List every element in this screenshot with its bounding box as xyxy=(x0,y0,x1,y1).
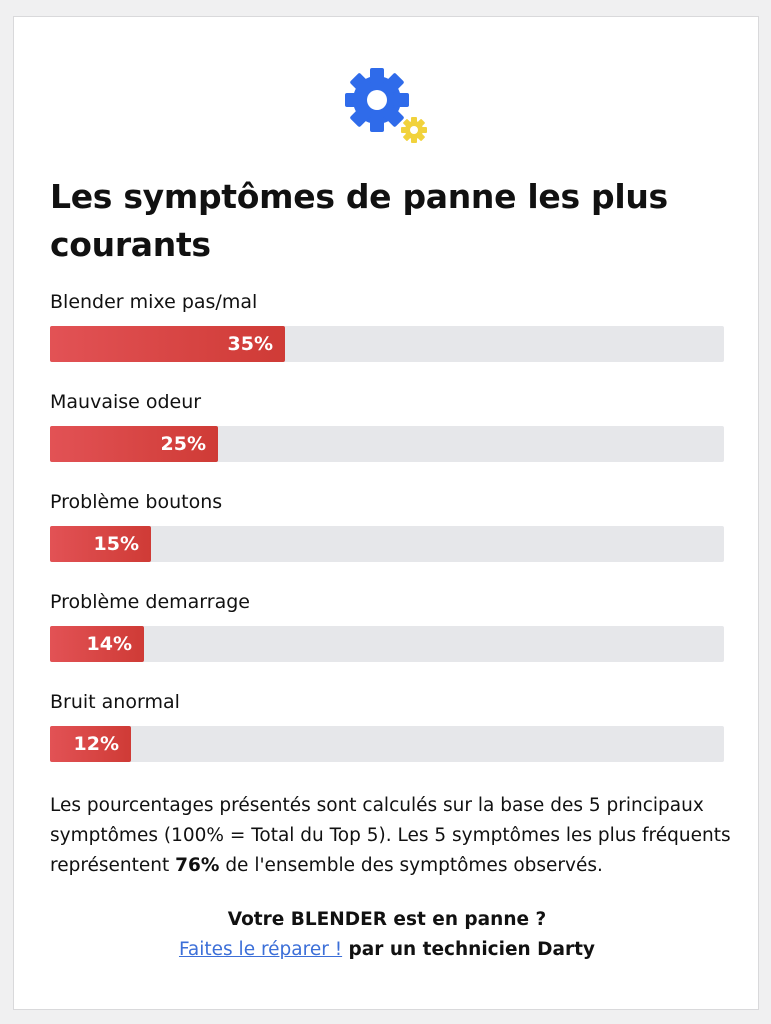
percent-value: 14% xyxy=(86,633,132,655)
progress-track xyxy=(50,426,724,462)
symptom-label: Problème demarrage xyxy=(50,591,250,613)
page-title: Les symptômes de panne les plus courants xyxy=(50,177,668,264)
progress-fill xyxy=(50,726,131,762)
symptoms-card xyxy=(13,16,759,1010)
cta-rest: par un technicien Darty xyxy=(342,939,595,960)
symptom-row xyxy=(50,589,724,655)
note-text-end: de l'ensemble des symptômes observés. xyxy=(219,855,603,876)
progress-track xyxy=(50,526,724,562)
progress-fill xyxy=(50,326,285,362)
percent-value: 35% xyxy=(227,333,273,355)
percent-value: 25% xyxy=(160,433,206,455)
symptom-label: Mauvaise odeur xyxy=(50,391,202,413)
cta-line xyxy=(14,935,760,965)
gears-icon xyxy=(344,67,434,147)
progress-fill xyxy=(50,526,151,562)
percent-value: 12% xyxy=(73,733,119,755)
progress-track xyxy=(50,326,724,362)
progress-track xyxy=(50,726,724,762)
progress-fill xyxy=(50,426,218,462)
symptom-label: Bruit anormal xyxy=(50,691,180,713)
note-text: Les pourcentages présentés sont calculés sur la base des 5 principaux symptômes (100% = Total du Top 5). Les 5 symptômes les plus fréquents représentent xyxy=(50,795,731,876)
repair-link[interactable]: Faites le réparer ! xyxy=(178,939,343,960)
progress-fill xyxy=(50,626,144,662)
symptom-row xyxy=(50,489,724,555)
symptom-row xyxy=(50,289,724,355)
progress-track xyxy=(50,626,724,662)
note-highlight: 76% xyxy=(175,855,220,876)
methodology-note xyxy=(50,791,740,881)
cta-question: Votre BLENDER est en panne ? xyxy=(227,909,547,930)
symptom-row xyxy=(50,389,724,455)
percent-value: 15% xyxy=(93,533,139,555)
symptom-label: Problème boutons xyxy=(50,491,223,513)
symptom-label: Blender mixe pas/mal xyxy=(50,291,258,313)
symptom-row xyxy=(50,689,724,755)
